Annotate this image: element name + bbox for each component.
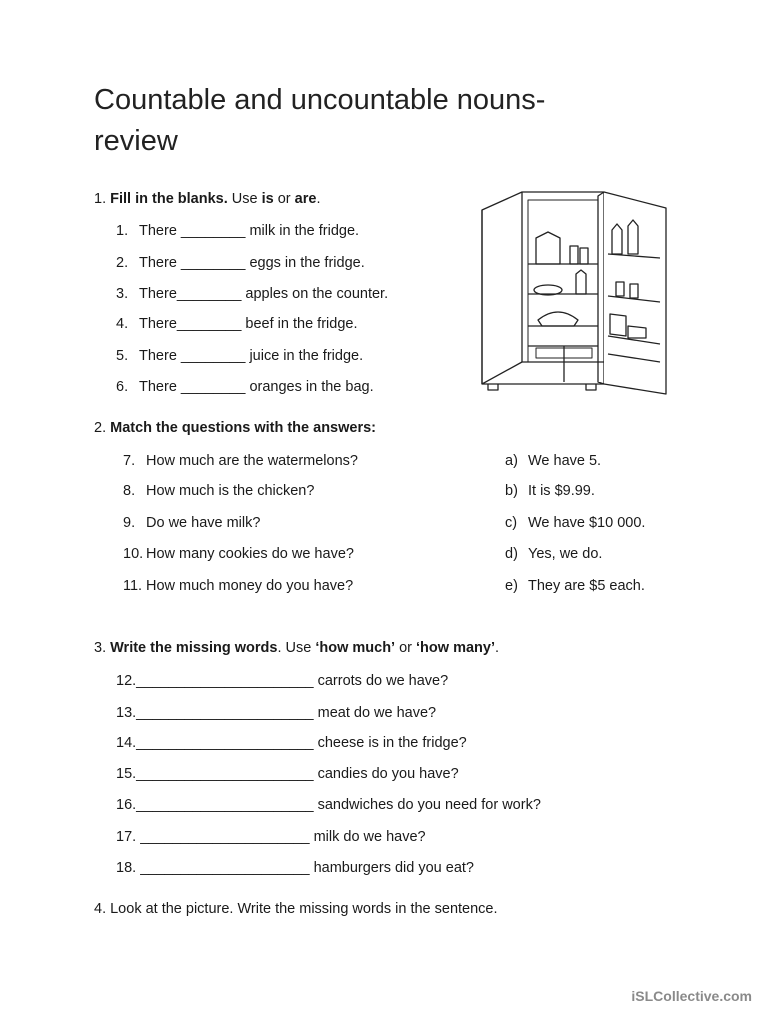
- item-number: 13.: [116, 705, 137, 721]
- item-number: 12.: [116, 673, 137, 689]
- question-7: [123, 452, 358, 470]
- item-number: 15.: [116, 766, 137, 782]
- phrase-how-much: ‘how much’: [315, 640, 396, 656]
- answer-letter: c): [505, 515, 518, 531]
- heading-period: .: [495, 640, 500, 656]
- missing-word-item-14: [116, 734, 467, 752]
- section3-instruction: Write the missing words: [110, 640, 278, 656]
- answer-a: [505, 452, 601, 470]
- section2-heading: [94, 419, 376, 437]
- missing-word-item-16: [116, 796, 541, 814]
- section2-instruction: Match the questions with the answers:: [110, 420, 376, 436]
- item-number: 18.: [116, 860, 137, 876]
- item-number: 17.: [116, 829, 137, 845]
- answer-letter: e): [505, 578, 518, 594]
- item-number: 3.: [116, 286, 129, 302]
- question-text: How much are the watermelons?: [146, 453, 358, 469]
- page-title: Countable and uncountable nouns-review: [94, 84, 546, 157]
- question-text: How many cookies do we have?: [146, 546, 354, 562]
- answer-text: Yes, we do.: [528, 546, 603, 562]
- site-watermark[interactable]: iSLCollective.com: [631, 988, 752, 1004]
- missing-word-item-15: [116, 765, 459, 783]
- fill-item-5: [116, 347, 363, 365]
- answer-c: [505, 514, 645, 532]
- section2-number: 2.: [94, 420, 111, 436]
- item-number: 14.: [116, 735, 137, 751]
- answer-e: [505, 577, 645, 595]
- section1-number: 1.: [94, 191, 111, 207]
- item-text: There ________ milk in the fridge.: [139, 223, 360, 239]
- missing-word-item-17: [116, 828, 426, 846]
- word-or: or: [273, 191, 295, 207]
- question-text: Do we have milk?: [146, 515, 261, 531]
- fill-item-4: [116, 315, 357, 333]
- question-number: 11.: [123, 578, 143, 594]
- missing-word-item-18: [116, 859, 474, 877]
- item-text: There________ apples on the counter.: [139, 286, 389, 302]
- fridge-illustration: [478, 186, 674, 396]
- item-number: 4.: [116, 316, 129, 332]
- fill-item-2: [116, 254, 365, 272]
- fill-item-3: [116, 285, 388, 303]
- section1-use: Use: [227, 191, 262, 207]
- item-text: There ________ oranges in the bag.: [139, 379, 374, 395]
- missing-word-item-12: [116, 672, 448, 690]
- item-number: 1.: [116, 223, 129, 239]
- item-text: ______________________ meat do we have?: [136, 705, 437, 721]
- item-text: _____________________ hamburgers did you eat?: [136, 860, 474, 876]
- item-text: There ________ juice in the fridge.: [139, 348, 364, 364]
- answer-text: They are $5 each.: [528, 578, 645, 594]
- question-11: [123, 577, 353, 595]
- answer-letter: b): [505, 483, 518, 499]
- question-8: [123, 482, 314, 500]
- item-text: ______________________ sandwiches do you need for work?: [136, 797, 541, 813]
- item-text: ______________________ carrots do we have?: [136, 673, 449, 689]
- item-number: 6.: [116, 379, 129, 395]
- section4-heading: 4. Look at the picture. Write the missing words in the sentence.: [94, 901, 498, 917]
- question-number: 7.: [123, 453, 136, 469]
- section3-number: 3.: [94, 640, 111, 656]
- section3-use: . Use: [277, 640, 316, 656]
- answer-text: We have 5.: [528, 453, 602, 469]
- question-10: [123, 545, 354, 563]
- missing-word-item-13: [116, 704, 436, 722]
- answer-text: It is $9.99.: [528, 483, 595, 499]
- answer-b: [505, 482, 595, 500]
- question-number: 8.: [123, 483, 136, 499]
- answer-letter: d): [505, 546, 518, 562]
- section1-instruction: Fill in the blanks.: [110, 191, 228, 207]
- item-number: 16.: [116, 797, 137, 813]
- question-text: How much money do you have?: [146, 578, 354, 594]
- heading-period: .: [316, 191, 321, 207]
- answer-text: We have $10 000.: [528, 515, 646, 531]
- item-text: _____________________ milk do we have?: [136, 829, 426, 845]
- question-9: [123, 514, 260, 532]
- answer-letter: a): [505, 453, 518, 469]
- answer-d: [505, 545, 602, 563]
- fill-item-1: [116, 222, 359, 240]
- section3-heading: [94, 639, 499, 657]
- phrase-how-many: ‘how many’: [416, 640, 495, 656]
- item-text: ______________________ candies do you have?: [136, 766, 459, 782]
- word-or: or: [395, 640, 417, 656]
- word-are: are: [294, 191, 317, 207]
- item-text: ______________________ cheese is in the fridge?: [136, 735, 467, 751]
- item-number: 2.: [116, 255, 129, 271]
- question-text: How much is the chicken?: [146, 483, 315, 499]
- word-is: is: [261, 191, 274, 207]
- question-number: 10.: [123, 546, 144, 562]
- section1-heading: [94, 190, 320, 208]
- item-text: There________ beef in the fridge.: [139, 316, 358, 332]
- item-number: 5.: [116, 348, 129, 364]
- item-text: There ________ eggs in the fridge.: [139, 255, 365, 271]
- question-number: 9.: [123, 515, 136, 531]
- fill-item-6: [116, 378, 374, 396]
